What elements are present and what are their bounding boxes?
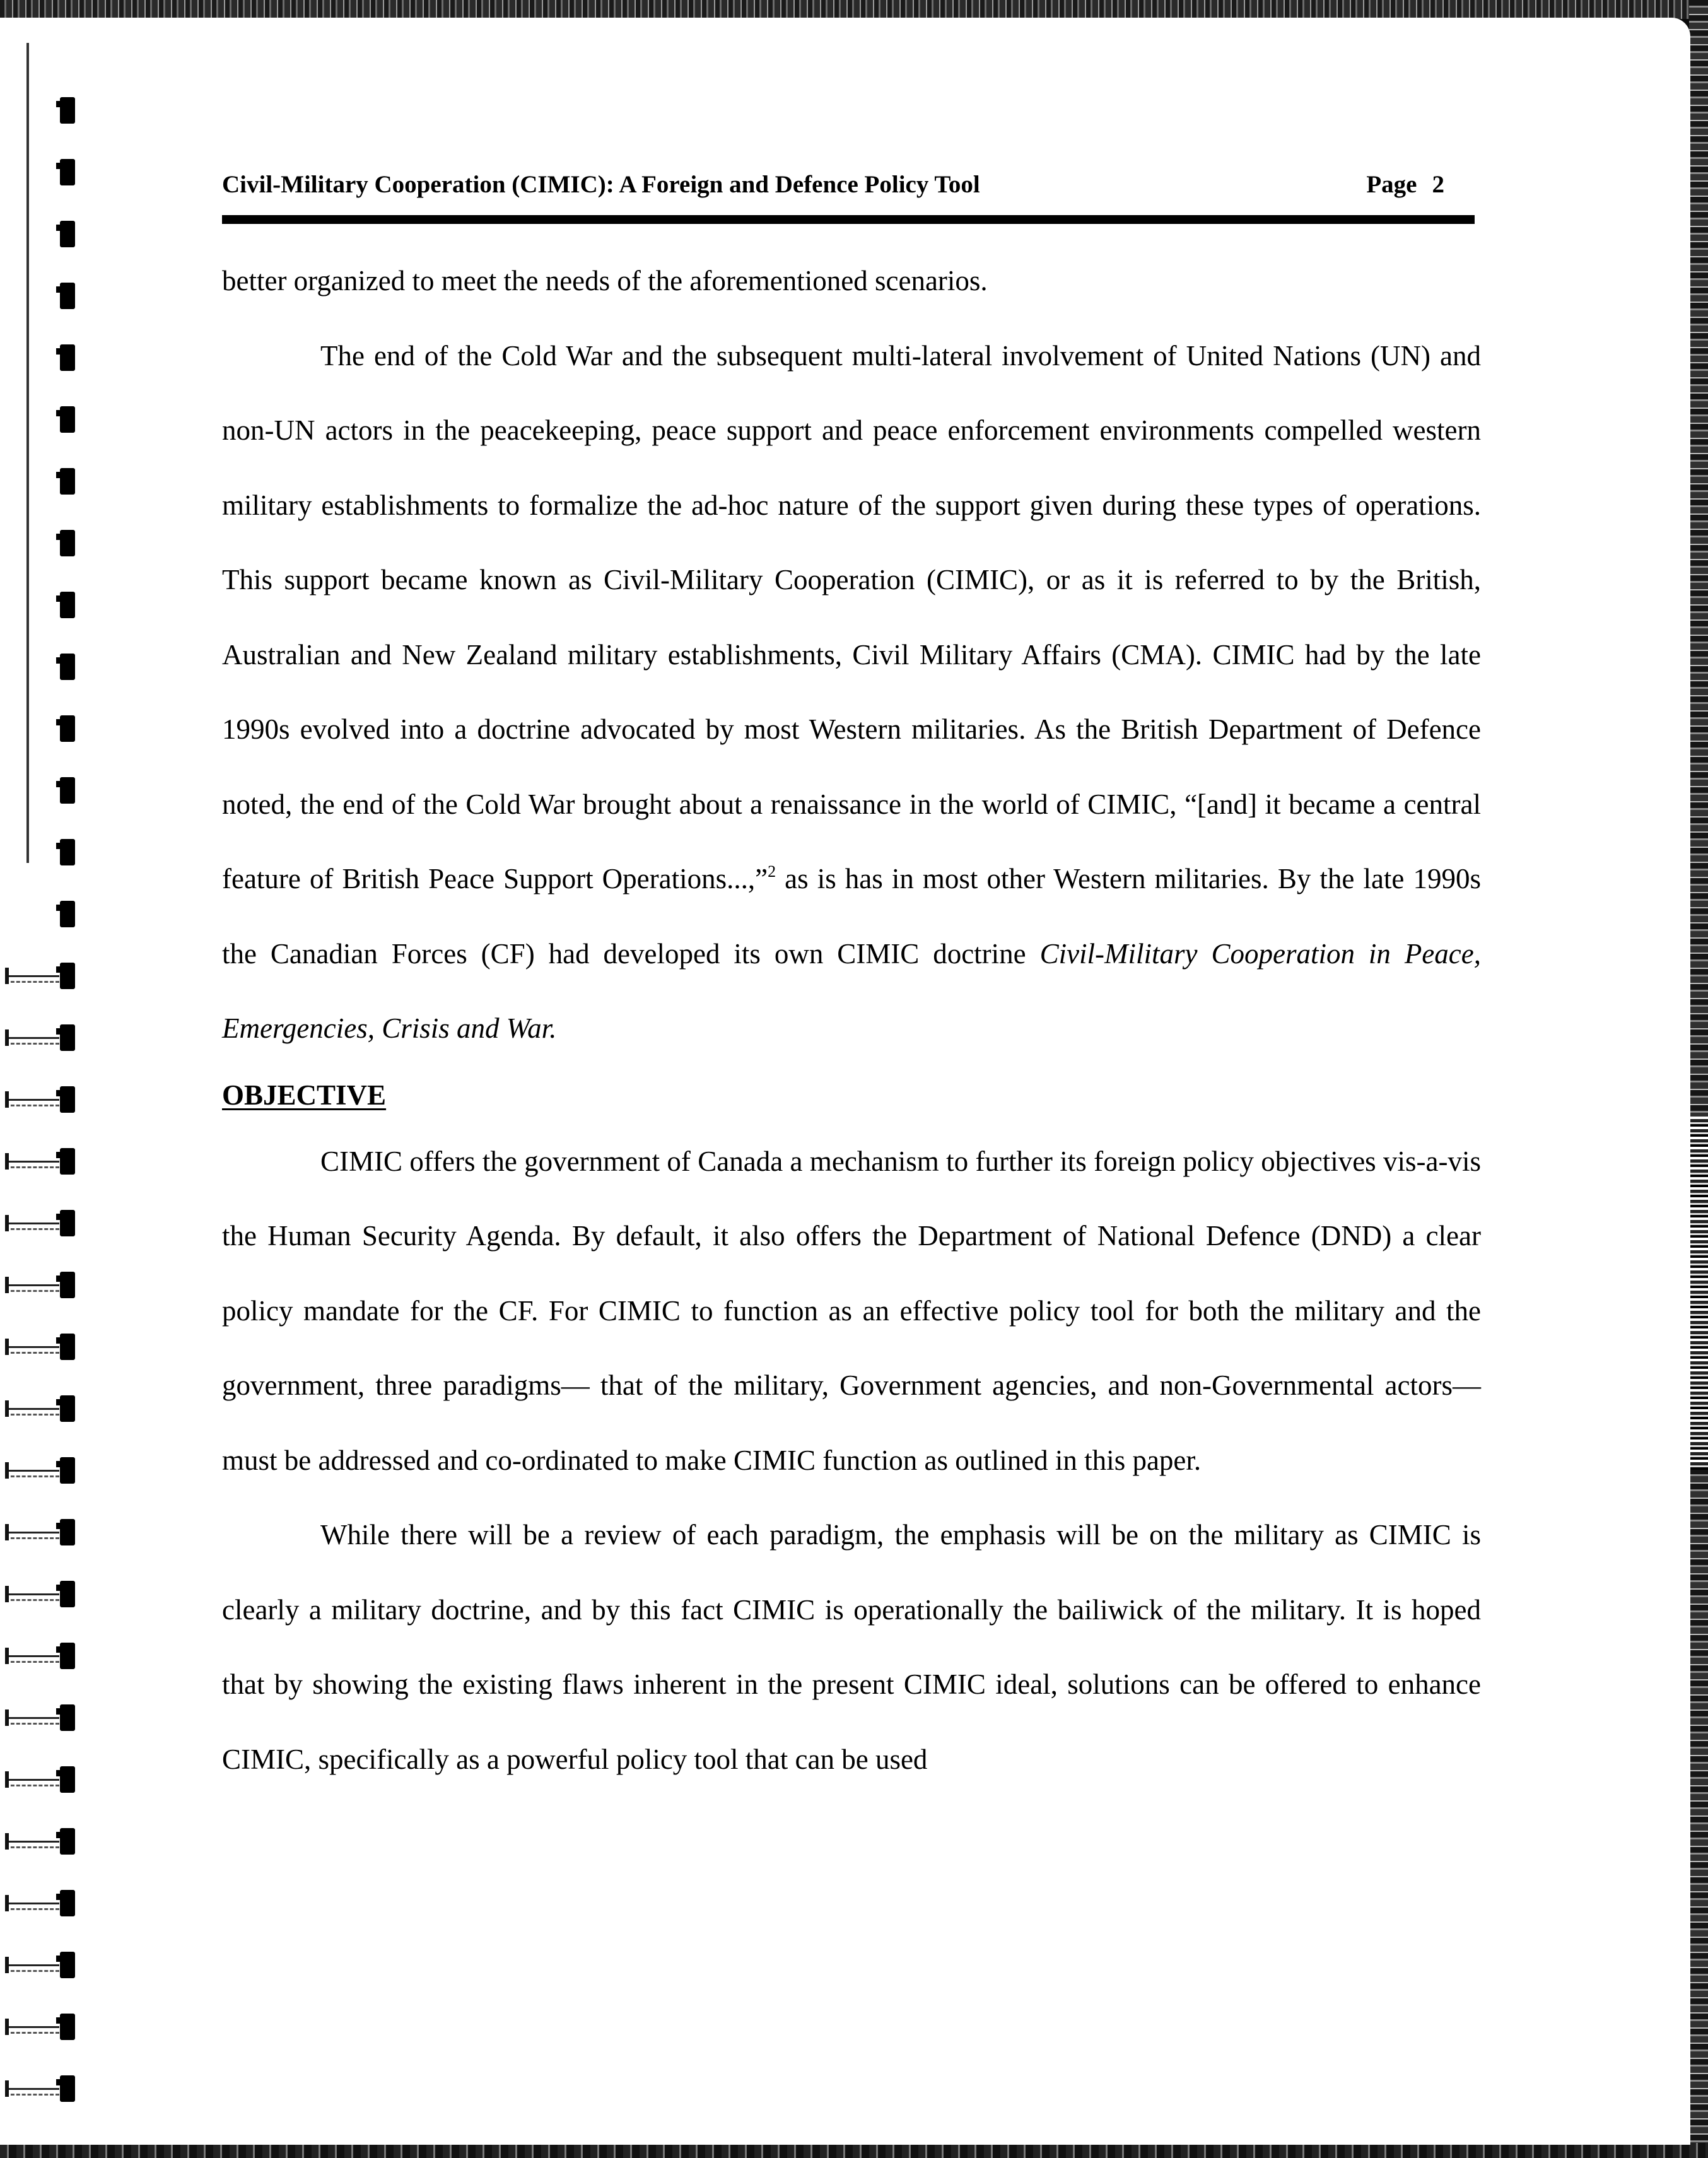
- binding-hole: [60, 839, 75, 865]
- page-label: Page: [1366, 171, 1417, 198]
- binding-hole: [60, 1395, 75, 1422]
- binding-wire: [5, 1717, 59, 1725]
- binding-ring: [0, 458, 101, 502]
- binding-hole: [60, 468, 75, 495]
- binding-ring: [0, 1262, 101, 1306]
- binding-hole: [60, 1952, 75, 1978]
- binding-hole: [60, 1519, 75, 1545]
- binding-hole: [60, 1334, 75, 1360]
- binding-ring: [0, 2065, 101, 2109]
- binding-wire-end: [5, 1771, 9, 1788]
- binding-wire-end: [5, 1957, 9, 1973]
- binding-ring: [0, 1138, 101, 1182]
- binding-ring: [0, 891, 101, 935]
- binding-wire: [5, 1532, 59, 1539]
- binding-ring: [0, 1076, 101, 1120]
- binding-hole: [60, 406, 75, 433]
- paragraph-objective: CIMIC offers the government of Canada a mechanism to further its foreign policy objectives vis-a-vis the Human Security Agenda. By default, it also offers the Department of National Defence (DND) a clear policy mandate for the CF. For CIMIC to function as an effective policy tool for both the military and the government, three paradigms— that of the military, Government agencies, and non-Governmental actors— must be addressed and co-ordinated to make CIMIC function as outlined in this paper.: [222, 1145, 1481, 1476]
- binding-hole: [60, 592, 75, 618]
- binding-ring: [0, 1509, 101, 1553]
- binding-hole: [60, 1148, 75, 1175]
- binding-wire-end: [5, 1895, 9, 1911]
- binding-hole: [60, 97, 75, 124]
- binding-hole: [60, 654, 75, 680]
- binding-wire-end: [5, 968, 9, 984]
- binding-wire: [5, 2088, 59, 2096]
- binding-hole: [60, 1024, 75, 1051]
- binding-ring: [0, 1694, 101, 1739]
- binding-wire: [5, 1779, 59, 1786]
- binding-hole: [60, 1828, 75, 1855]
- binding-ring: [0, 582, 101, 626]
- binding-ring: [0, 1447, 101, 1491]
- binding-ring: [0, 1880, 101, 1924]
- binding-ring: [0, 643, 101, 688]
- binding-wire: [5, 1161, 59, 1168]
- binding-hole: [60, 1766, 75, 1793]
- header-page-number: [1366, 170, 1444, 199]
- binding-wire-end: [5, 1586, 9, 1602]
- binding-wire-end: [5, 1524, 9, 1540]
- paragraph-continued: better organized to meet the needs of the aforementioned scenarios.: [222, 265, 988, 296]
- binding-wire-end: [5, 1400, 9, 1417]
- binding-hole: [60, 1457, 75, 1484]
- binding-hole: [60, 530, 75, 556]
- binding-hole: [60, 1086, 75, 1113]
- binding-wire-end: [5, 1215, 9, 1231]
- binding-hole: [60, 1210, 75, 1236]
- binding-hole: [60, 344, 75, 371]
- binding-wire-end: [5, 1648, 9, 1664]
- binding-wire: [5, 2026, 59, 2034]
- binding-wire: [5, 1841, 59, 1848]
- binding-wire: [5, 1470, 59, 1477]
- binding-wire: [5, 975, 59, 983]
- binding-ring: [0, 1571, 101, 1615]
- binding-wire-end: [5, 1091, 9, 1108]
- binding-ring: [0, 2003, 101, 2048]
- binding-wire-end: [5, 1277, 9, 1293]
- binding-wire-end: [5, 2019, 9, 2035]
- binding-ring: [0, 1323, 101, 1368]
- binding-hole: [60, 221, 75, 247]
- binding-wire: [5, 1037, 59, 1045]
- section-heading: OBJECTIVE: [222, 1079, 387, 1111]
- binding-ring: [0, 829, 101, 873]
- paragraph-text-continued: as is has in most other Western militaries. By the late 1990s the Canadian Forces (CF) had developed its own CIMIC doctrine: [222, 863, 1481, 970]
- binding-ring: [0, 1014, 101, 1058]
- binding-hole: [60, 159, 75, 185]
- binding-wire: [5, 1903, 59, 1910]
- body-text: [222, 243, 1481, 1797]
- binding-wire-end: [5, 2080, 9, 2097]
- scan-border-right-noise: [1688, 1117, 1708, 1470]
- binding-hole: [60, 777, 75, 804]
- binding-ring: [0, 1756, 101, 1800]
- binding-hole: [60, 1704, 75, 1731]
- binding-wire-end: [5, 1709, 9, 1726]
- scan-border-bottom: [0, 2143, 1708, 2158]
- binding-wire: [5, 1346, 59, 1354]
- binding-ring: [0, 334, 101, 378]
- page-number: 2: [1432, 171, 1444, 198]
- header-rule: [222, 215, 1475, 224]
- binding-wire-end: [5, 1153, 9, 1170]
- binding-wire-end: [5, 1029, 9, 1046]
- binding-hole: [60, 283, 75, 309]
- binding-hole: [60, 1581, 75, 1607]
- footnote-marker: 2: [768, 862, 776, 881]
- scan-border-right: [1689, 0, 1708, 2158]
- binding-wire-end: [5, 1833, 9, 1850]
- binding-hole: [60, 1643, 75, 1669]
- binding-wire: [5, 1223, 59, 1230]
- binding-ring: [0, 273, 101, 317]
- paragraph-cimic-origin: [222, 319, 1481, 1066]
- binding-ring: [0, 953, 101, 997]
- binding-ring: [0, 1942, 101, 1986]
- binding-wire-end: [5, 1462, 9, 1479]
- binding-ring: [0, 1633, 101, 1677]
- binding-ring: [0, 520, 101, 564]
- binding-hole: [60, 2075, 75, 2102]
- binding-ring: [0, 87, 101, 131]
- binding-wire: [5, 1964, 59, 1972]
- binding-ring: [0, 1385, 101, 1429]
- doctrine-title: Civil-Military Cooperation in Peace, Emergencies, Crisis and War.: [222, 937, 1481, 1044]
- binding-hole: [60, 2014, 75, 2040]
- binding-wire: [5, 1593, 59, 1601]
- binding-hole: [60, 1272, 75, 1298]
- paragraph-paradigm-review: While there will be a review of each paradigm, the emphasis will be on the military as CIMIC is clearly a military doctrine, and by this fact CIMIC is operationally the bailiwick of the military. It is hoped that by showing the existing flaws inherent in the present CIMIC ideal, solutions can be offered to enhance CIMIC, specifically as a powerful policy tool that can be used: [222, 1519, 1481, 1775]
- binding-ring: [0, 705, 101, 749]
- binding-hole: [60, 1890, 75, 1916]
- binding-ring: [0, 767, 101, 811]
- running-header: [222, 156, 1475, 207]
- document-page: [0, 18, 1690, 2145]
- header-title: Civil-Military Cooperation (CIMIC): A Foreign and Defence Policy Tool: [222, 171, 980, 198]
- spiral-binding: [0, 18, 101, 2145]
- scan-border-top: [0, 0, 1708, 19]
- binding-wire: [5, 1284, 59, 1292]
- binding-ring: [0, 1818, 101, 1862]
- binding-ring: [0, 396, 101, 440]
- binding-wire-end: [5, 1339, 9, 1355]
- binding-hole: [60, 963, 75, 989]
- binding-hole: [60, 901, 75, 927]
- binding-ring: [0, 149, 101, 193]
- binding-hole: [60, 715, 75, 742]
- binding-ring: [0, 1200, 101, 1244]
- binding-wire: [5, 1655, 59, 1663]
- binding-wire: [5, 1099, 59, 1106]
- binding-wire: [5, 1408, 59, 1416]
- binding-ring: [0, 211, 101, 255]
- paragraph-text: The end of the Cold War and the subsequent multi-lateral involvement of United Nations (UN) and non-UN actors in the peacekeeping, peace support and peace enforcement environments compelled western military establishments to formalize the ad-hoc nature of the support given during these types of operations. This support became known as Civil-Military Cooperation (CIMIC), or as it is referred to by the British, Australian and New Zealand military establishments, Civil Military Affairs (CMA). CIMIC had by the late 1990s evolved into a doctrine advocated by most Western militaries. As the British Department of Defence noted, the end of the Cold War brought about a renaissance in the world of CIMIC, “[and] it became a central feature of British Peace Support Operations...,”: [222, 339, 1481, 894]
